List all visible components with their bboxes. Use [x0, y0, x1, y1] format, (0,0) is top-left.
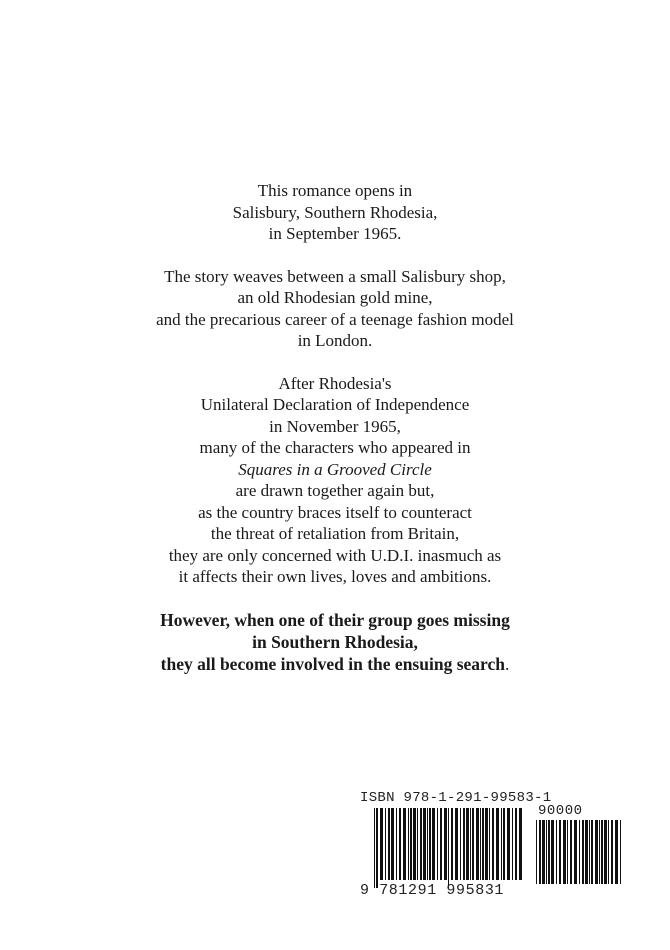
barcode-bar [582, 820, 584, 884]
barcode-bar [413, 808, 416, 880]
blurb-line: in London. [297, 331, 373, 350]
barcode-bar [556, 820, 557, 884]
barcode-bar [615, 820, 618, 884]
barcode-bar [423, 808, 426, 880]
barcode-bar [512, 808, 513, 880]
barcode-bar [432, 808, 435, 880]
blurb-line: This romance opens in [257, 181, 413, 200]
blurb-final-text: they all become involved in the ensuing search [160, 653, 505, 674]
blurb-line: After Rhodesia's [278, 373, 392, 393]
barcode-bar [542, 820, 545, 884]
blurb-line: many of the characters who appeared in [199, 438, 471, 457]
barcode-bar [403, 808, 406, 880]
blurb-line: are drawn together again but, [235, 481, 435, 500]
barcode-bar [570, 820, 572, 884]
barcode-bar [559, 820, 561, 884]
barcode-bar [476, 808, 479, 880]
barcode-bar [608, 820, 609, 884]
barcode-bar [480, 808, 481, 880]
barcode-digits: 9 781291 995831 [360, 882, 505, 899]
blurb-line-final [0, 653, 670, 675]
blurb-line: The story weaves between a small Salisbury shop, [164, 266, 506, 286]
barcode-bar [420, 808, 422, 880]
blurb-line: in September 1965. [268, 224, 402, 243]
book-title-italic: Squares in a Grooved Circle [238, 459, 432, 479]
barcode-bar [548, 820, 550, 884]
barcode-bar [485, 808, 488, 880]
barcode-bar [539, 820, 541, 884]
barcode-bar [429, 808, 431, 880]
barcode-bar [489, 808, 490, 880]
barcode-bar [546, 820, 547, 884]
barcode-bar [574, 820, 577, 884]
blurb-line: they are only concerned with U.D.I. inasmuch as [168, 545, 502, 565]
barcode-bar [519, 808, 522, 880]
barcode-bar [496, 808, 499, 880]
barcode-bar [620, 820, 621, 884]
blurb-line: it affects their own lives, loves and ambitions. [178, 567, 492, 586]
barcode-bar [501, 808, 502, 880]
barcode-bar [376, 808, 378, 888]
blurb-paragraph-3 [0, 373, 670, 588]
barcode-bar [515, 808, 517, 880]
addon-number: 90000 [538, 803, 583, 819]
barcode-bar [460, 808, 461, 880]
barcode-bar [408, 808, 409, 880]
barcode-bar [611, 820, 613, 884]
barcode-bar [391, 808, 394, 880]
blurb-line: in Southern Rhodesia, [252, 631, 418, 652]
barcode-bar [463, 808, 465, 880]
barcode-bar [551, 820, 554, 884]
barcode-bar [385, 808, 386, 880]
barcode-bar [563, 820, 566, 884]
barcode-bar [567, 820, 568, 884]
barcode-bar [388, 808, 390, 880]
barcode-bar [589, 820, 590, 884]
barcode-bar [507, 808, 510, 880]
barcode-bar [374, 808, 375, 888]
barcode-bar [604, 820, 607, 884]
barcode-bar [396, 808, 397, 880]
barcode-bar [437, 808, 438, 880]
barcode-bar [427, 808, 428, 880]
barcode-bar [472, 808, 474, 880]
barcode-bar [466, 808, 469, 880]
blurb-line: an old Rhodesian gold mine, [237, 288, 433, 307]
barcode-bar [451, 808, 453, 880]
barcode-bar [417, 808, 418, 880]
ean13-bars [374, 808, 524, 888]
blurb-paragraph-4 [0, 609, 670, 675]
barcode-bar [444, 808, 447, 880]
barcode-bar [503, 808, 505, 880]
blurb-line: in November 1965, [269, 416, 401, 436]
barcode-bar [591, 820, 593, 884]
barcode-bar [399, 808, 401, 880]
blurb-line: Unilateral Declaration of Independence [200, 395, 470, 414]
barcode-bar [482, 808, 484, 880]
back-cover-blurb [0, 180, 670, 696]
barcode-bar [579, 820, 580, 884]
blurb-line: the threat of retaliation from Britain, [210, 524, 460, 543]
barcode-bar [448, 808, 449, 888]
barcode-bar [536, 820, 537, 884]
blurb-line: However, when one of their group goes missing [160, 609, 510, 630]
blurb-line: and the precarious career of a teenage fashion model [156, 309, 514, 329]
blurb-final-period: . [504, 653, 510, 674]
blurb-line: Salisbury, Southern Rhodesia, [232, 202, 438, 222]
barcode-bar [470, 808, 471, 880]
barcode-bar [601, 820, 603, 884]
barcode-bar [410, 808, 412, 880]
barcode-bar [455, 808, 458, 880]
isbn-barcode [360, 790, 630, 905]
blurb-line: as the country braces itself to counteract [198, 502, 472, 522]
addon-bars [536, 820, 626, 892]
barcode-bar [595, 820, 598, 884]
barcode-bar [585, 820, 588, 884]
blurb-paragraph-1 [0, 180, 670, 245]
barcode-bar [492, 808, 494, 880]
barcode-bar [599, 820, 600, 884]
barcode-bar [380, 808, 383, 880]
blurb-paragraph-2 [0, 266, 670, 352]
barcode-bar [440, 808, 442, 880]
isbn-number: ISBN 978-1-291-99583-1 [360, 790, 552, 806]
